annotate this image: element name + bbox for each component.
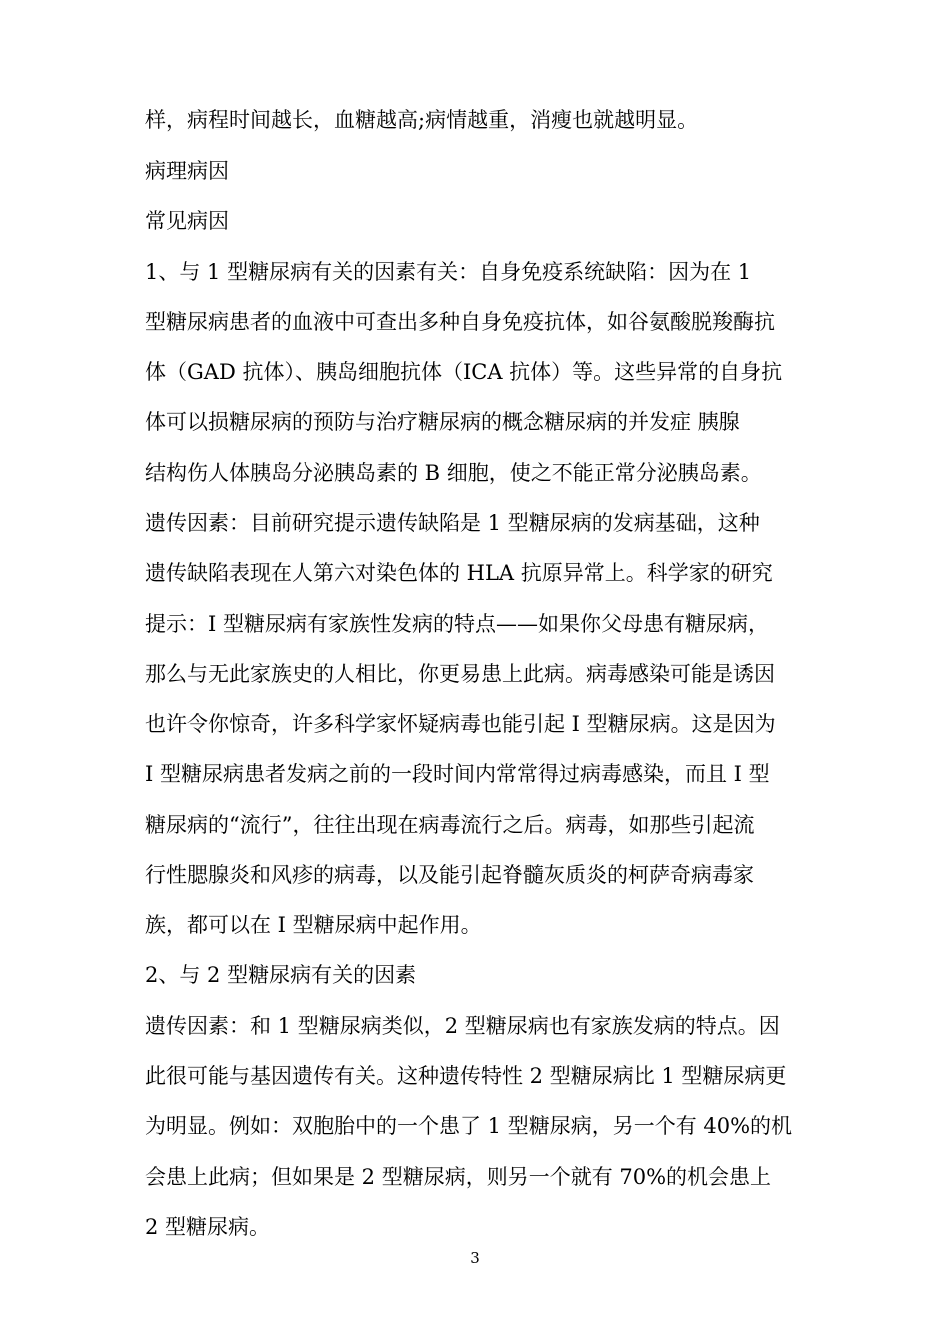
text-line: 遗传因素：和 1 型糖尿病类似，2 型糖尿病也有家族发病的特点。因 [145,1014,780,1038]
text-line: 2 型糖尿病。 [145,1215,271,1239]
text-line: 此很可能与基因遗传有关。这种遗传特性 2 型糖尿病比 1 型糖尿病更 [145,1064,787,1088]
text-line: 样，病程时间越长，血糖越高;病情越重，消瘦也就越明显。 [145,108,699,132]
text-line: 遗传缺陷表现在人第六对染色体的 HLA 抗原异常上。科学家的研究 [145,561,773,585]
section-heading: 病理病因 [145,159,229,183]
text-line: 结构伤人体胰岛分泌胰岛素的 B 细胞，使之不能正常分泌胰岛素。 [145,461,762,485]
text-line: 也许令你惊奇，许多科学家怀疑病毒也能引起 I 型糖尿病。这是因为 [145,712,776,736]
text-line: 会患上此病；但如果是 2 型糖尿病，则另一个就有 70%的机会患上 [145,1165,772,1189]
subsection-heading: 常见病因 [145,209,229,233]
text-line: 行性腮腺炎和风疹的病毒，以及能引起脊髓灰质炎的柯萨奇病毒家 [145,863,754,887]
text-line: 提示：I 型糖尿病有家族性发病的特点——如果你父母患有糖尿病， [145,612,769,636]
text-line: 那么与无此家族史的人相比，你更易患上此病。病毒感染可能是诱因 [145,662,775,686]
subsection-heading: 2、与 2 型糖尿病有关的因素 [145,963,417,987]
text-line: 型糖尿病患者的血液中可查出多种自身免疫抗体，如谷氨酸脱羧酶抗 [145,310,775,334]
text-line: I 型糖尿病患者发病之前的一段时间内常常得过病毒感染，而且 I 型 [145,762,770,786]
text-line: 体可以损糖尿病的预防与治疗糖尿病的概念糖尿病的并发症 胰腺 [145,410,740,434]
text-line: 体（GAD 抗体）、胰岛细胞抗体（ICA 抗体）等。这些异常的自身抗 [145,360,783,384]
text-line: 1、与 1 型糖尿病有关的因素有关：自身免疫系统缺陷：因为在 1 [145,260,752,284]
text-line: 遗传因素：目前研究提示遗传缺陷是 1 型糖尿病的发病基础，这种 [145,511,760,535]
text-line: 为明显。例如：双胞胎中的一个患了 1 型糖尿病，另一个有 40%的机 [145,1114,793,1138]
text-line: 族，都可以在 I 型糖尿病中起作用。 [145,913,482,937]
page-number: 3 [470,1249,480,1267]
text-line: 糖尿病的“流行”，往往出现在病毒流行之后。病毒，如那些引起流 [145,813,755,837]
